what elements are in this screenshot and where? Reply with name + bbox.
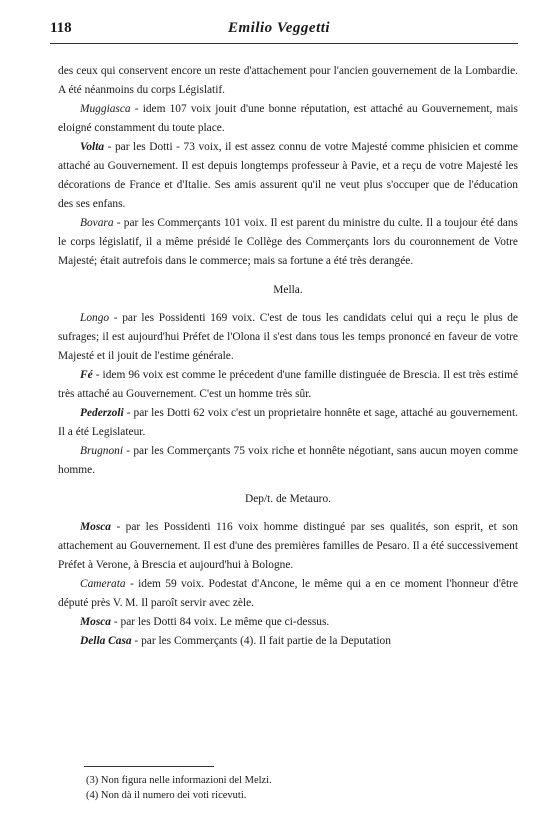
page-header xyxy=(50,20,518,42)
body-text xyxy=(58,62,518,651)
footnote: (4) Non dà il numero dei voti ricevuti. xyxy=(86,790,247,801)
candidate-name: Camerata xyxy=(80,578,126,590)
candidate-name: Muggiasca xyxy=(80,103,131,115)
paragraph: Della Casa - par les Commerçants (4). Il fait partie de la Deputation xyxy=(80,635,391,647)
paragraph: Brugnoni - par les Commerçants 75 voix riche et honnête négotiant, sans aucun moyen comme homme. xyxy=(58,445,518,476)
footnote-rule xyxy=(84,766,214,767)
paragraph: Pederzoli - par les Dotti 62 voix c'est un proprietaire honnête et sage, attaché au gouvernement. Il a été Legislateur. xyxy=(58,407,518,438)
candidate-name: Della Casa xyxy=(80,635,132,647)
paragraph: des ceux qui conservent encore un reste d'attachement pour l'ancien gouvernement de la Lombardie. A été néanmoins du corps Législatif. xyxy=(58,65,518,96)
paragraph: Fé - idem 96 voix est comme le précedent d'une famille distinguée de Brescia. Il est très estimé très attaché au Gouvernement. C'est un homme très sûr. xyxy=(58,369,518,400)
candidate-name: Pederzoli xyxy=(80,407,124,419)
candidate-name: Bovara xyxy=(80,217,114,229)
page-number: 118 xyxy=(50,20,72,36)
candidate-name: Mosca xyxy=(80,521,112,533)
section-title: Mella. xyxy=(273,284,303,296)
paragraph: Mosca - par les Possidenti 116 voix homme distingué par ses qualités, son esprit, et son attachement au Gouvernement. Il est d'une des premières familles de Pesaro. Il a été successivement Préfet à Verone, à Brescia et aujourd'hui à Bologne. xyxy=(58,521,518,571)
candidate-name: Mosca xyxy=(80,616,112,628)
paragraph: Mosca - par les Dotti 84 voix. Le même que ci-dessus. xyxy=(80,616,330,628)
candidate-name: Brugnoni xyxy=(80,445,124,457)
paragraph: Longo - par les Possidenti 169 voix. C'est de tous les candidats celui qui a reçu le plus de sufrages; il est aujourd'hui Préfet de l'Olona il s'est dans tous les temps prononcé en faveur de votre Majesté et il jouit de l'estime générale. xyxy=(58,312,518,362)
footnote: (3) Non figura nelle informazioni del Melzi. xyxy=(86,775,272,786)
paragraph: Bovara - par les Commerçants 101 voix. Il est parent du ministre du culte. Il a toujour été dans le corps législatif, il a même présidé le Collège des Commerçants lors du couronnement de Votre Majesté; était autrefois dans le commerce; mais sa fortune a été très derangée. xyxy=(58,217,518,267)
paragraph: Volta - par les Dotti - 73 voix, il est assez connu de votre Majesté comme phisicien et comme attaché au Gouvernement. Il est depuis longtemps professeur à Pavie, et a reçu de votre Majesté les décorations de France et d'Italie. Ses amis assurent qu'il ne veut plus s'occuper que de l'éducation des ses enfans. xyxy=(58,141,518,210)
candidate-name: Longo xyxy=(80,312,110,324)
footnotes xyxy=(86,773,272,803)
paragraph: Muggiasca - idem 107 voix jouit d'une bonne réputation, est attaché au Gouvernement, mais eloigné constamment du toute place. xyxy=(58,103,518,134)
candidate-name: Volta xyxy=(80,141,105,153)
paragraph: Camerata - idem 59 voix. Podestat d'Ancone, le même qui a en ce moment l'honneur d'être député près V. M. Il paroît servir avec zèle. xyxy=(58,578,518,609)
candidate-name: Fé xyxy=(80,369,93,381)
running-title: Emilio Veggetti xyxy=(228,20,331,36)
section-title: Dep/t. de Metauro. xyxy=(244,493,332,505)
header-rule xyxy=(50,43,518,44)
